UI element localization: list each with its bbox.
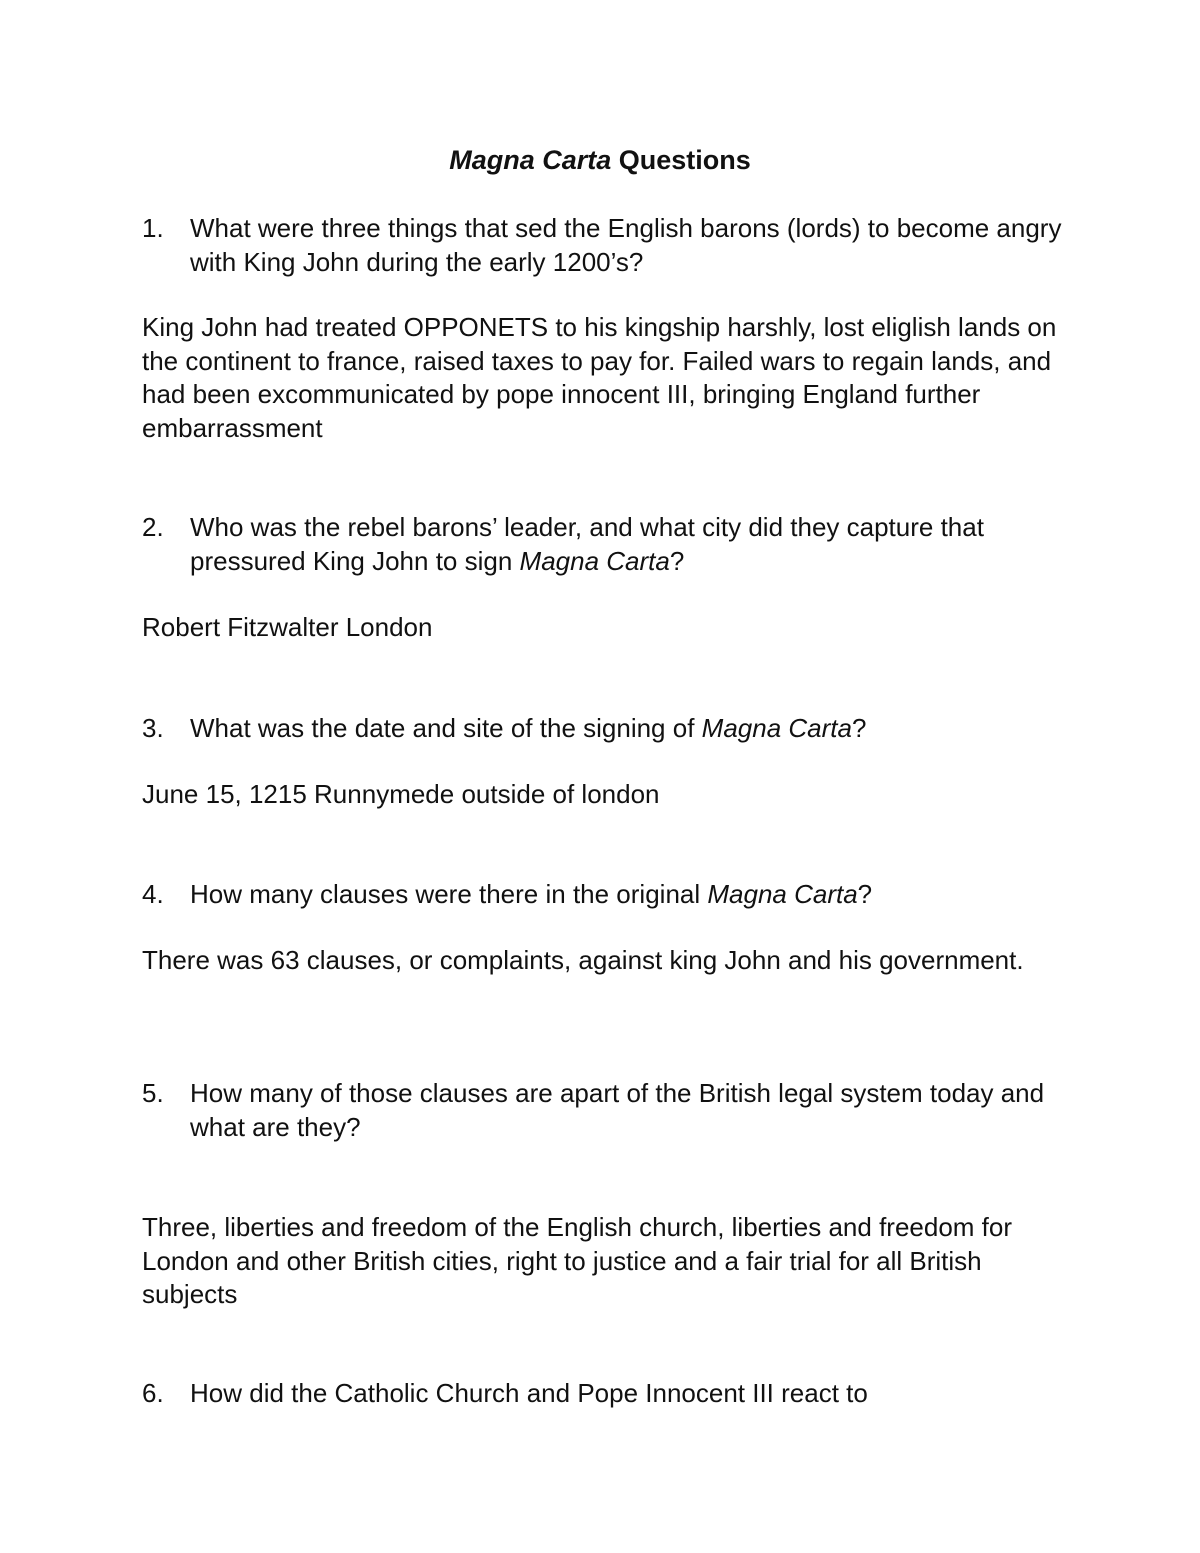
question-text-part: How many of those clauses are apart of the British legal system today and what are they? (190, 1078, 1045, 1142)
question-text-end: ? (669, 545, 685, 576)
question-text (190, 1077, 1082, 1144)
answer-1: King John had treated OPPONETS to his kingship harshly, lost eliglish lands on the continent to france, raised taxes to pay for. Failed wars to regain lands, and had been excommunicated by pope innocent III, bringing England further embarrassment (142, 312, 1057, 443)
answer-3: June 15, 1215 Runnymede outside of london (142, 779, 660, 809)
question-3 (142, 712, 1082, 746)
question-1 (142, 212, 1082, 279)
question-text-end: ? (851, 713, 867, 743)
question-text (190, 712, 1082, 746)
question-text-part: How did the Catholic Church and Pope Innocent III react to (190, 1378, 868, 1408)
question-2 (142, 511, 1082, 578)
question-italic: Magna Carta (701, 713, 852, 743)
question-number: 1. (142, 213, 164, 243)
question-italic: Magna Carta (707, 879, 858, 909)
question-number: 3. (142, 713, 164, 743)
answer-4: There was 63 clauses, or complaints, against king John and his government. (142, 945, 1024, 975)
question-5 (142, 1077, 1082, 1144)
question-text (190, 878, 1082, 912)
answer-2: Robert Fitzwalter London (142, 612, 433, 642)
question-text-part: What were three things that sed the English barons (lords) to become angry with King John during the early 1200’s? (190, 213, 1062, 277)
question-text-part: Who was the rebel barons’ leader, and what city did they capture that pressured King John to sign (190, 512, 984, 576)
question-text (190, 511, 1082, 578)
question-text (190, 212, 1082, 279)
page-title (0, 140, 1200, 180)
question-italic: Magna Carta (519, 545, 670, 576)
question-4 (142, 878, 1082, 912)
title-rest: Questions (611, 145, 751, 175)
title-italic: Magna Carta (449, 145, 612, 175)
question-number: 2. (142, 512, 164, 542)
question-number: 4. (142, 879, 164, 909)
question-text-end: ? (857, 879, 873, 909)
answer-5: Three, liberties and freedom of the English church, liberties and freedom for London and other British cities, right to justice and a fair trial for all British subjects (142, 1212, 1013, 1309)
question-number: 5. (142, 1078, 164, 1108)
question-6 (142, 1377, 1082, 1411)
question-text-part: What was the date and site of the signing of (190, 713, 702, 743)
question-text (190, 1377, 1082, 1411)
question-text-part: How many clauses were there in the original (190, 879, 708, 909)
question-number: 6. (142, 1378, 164, 1408)
